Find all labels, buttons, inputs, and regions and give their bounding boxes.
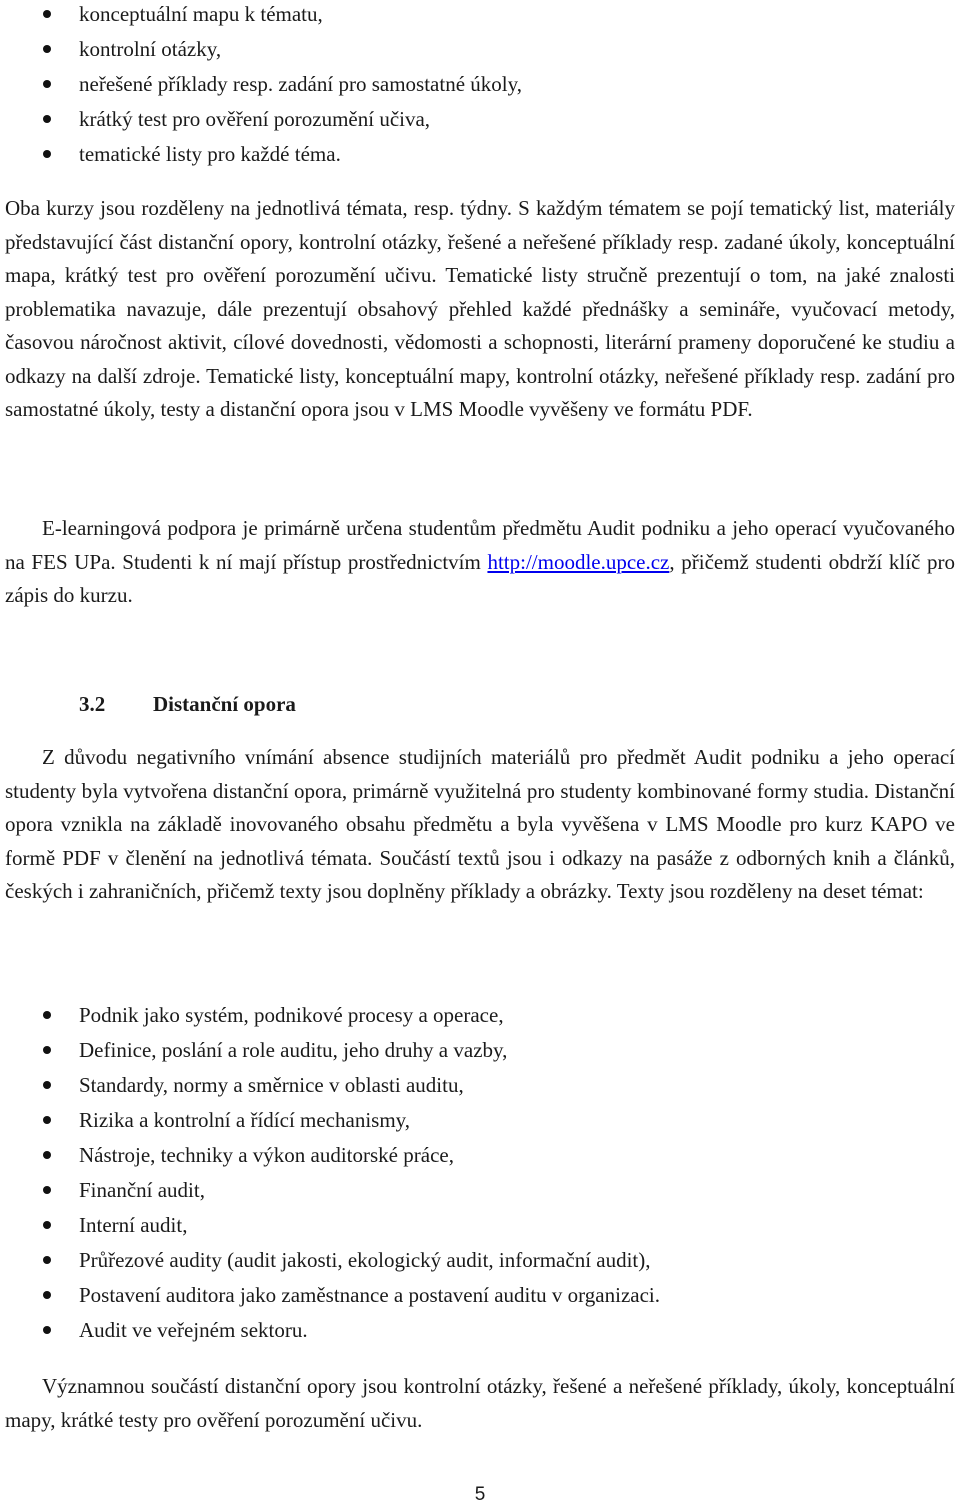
list-item [0, 1141, 950, 1176]
moodle-link[interactable]: http://moodle.upce.cz [487, 549, 670, 574]
bullet-icon [43, 1291, 51, 1299]
paragraph-summary-text: Významnou součástí distanční opory jsou kontrolní otázky, řešené a neřešené příklady, úkoly, konceptuální mapy, krátké testy pro ověření porozumění učivu. [5, 1374, 955, 1432]
bullet-icon [43, 1046, 51, 1054]
list-item [0, 1211, 950, 1246]
list-item-text: neřešené příklady resp. zadání pro samostatné úkoly, [79, 72, 522, 96]
bullet-icon [43, 10, 51, 18]
list-item-text: Průřezové audity (audit jakosti, ekologický audit, informační audit), [79, 1248, 651, 1272]
list-item-text: Finanční audit, [79, 1178, 205, 1202]
bullet-icon [43, 1186, 51, 1194]
paragraph-elearning [5, 512, 955, 613]
list-item [0, 1176, 950, 1211]
list-item [0, 140, 950, 175]
section-number: 3.2 [79, 692, 106, 716]
bullet-icon [43, 1151, 51, 1159]
list-item [0, 1316, 950, 1351]
list-item-text: Postavení auditora jako zaměstnance a postavení auditu v organizaci. [79, 1283, 660, 1307]
paragraph-elearning-text: E-learningová podpora je primárně určena studentům předmětu Audit podniku a jeho operací vyučovaného na FES UPa. Studenti k ní mají přístup prostřednictvím [5, 516, 955, 574]
list-item [0, 1281, 950, 1316]
bullet-icon [43, 1081, 51, 1089]
paragraph-distance-support-text: Z důvodu negativního vnímání absence studijních materiálů pro předmět Audit podniku a jeho operací studenty byla vytvořena distanční opora, primárně využitelná pro studenty kombinované formy studia. Distanční opora vznikla na základě inovovaného obsahu předmětu a byla vyvěšena v LMS Moodle pro kurz KAPO ve formě PDF v členění na jednotlivá témata. Součástí textů jsou i odkazy na pasáže z odborných knih a článků, českých i zahraničních, přičemž texty jsou doplněny příklady a obrázky. Texty jsou rozděleny na deset témat: [5, 745, 955, 903]
list-item-text: kontrolní otázky, [79, 37, 222, 61]
list-item-text: Definice, poslání a role auditu, jeho druhy a vazby, [79, 1038, 508, 1062]
bullet-icon [43, 1116, 51, 1124]
list-item [0, 105, 950, 140]
top-bullet-list [0, 0, 950, 175]
list-item [0, 1001, 950, 1036]
bullet-icon [43, 45, 51, 53]
list-item-text: konceptuální mapu k tématu, [79, 2, 323, 26]
page-number: 5 [474, 1484, 486, 1505]
bullet-icon [43, 80, 51, 88]
list-item [0, 70, 950, 105]
paragraph-summary [5, 1370, 955, 1437]
list-item-text: Audit ve veřejném sektoru. [79, 1318, 308, 1342]
bullet-icon [43, 1326, 51, 1334]
list-item [0, 0, 950, 35]
list-item-text: Interní audit, [79, 1213, 188, 1237]
list-item-text: Rizika a kontrolní a řídící mechanismy, [79, 1108, 411, 1132]
section-title: Distanční opora [153, 692, 296, 716]
list-item [0, 1036, 950, 1071]
list-item [0, 1071, 950, 1106]
topics-bullet-list [0, 1001, 950, 1351]
list-item [0, 1106, 950, 1141]
section-heading [79, 688, 296, 720]
paragraph-courses: Oba kurzy jsou rozděleny na jednotlivá témata, resp. týdny. S každým tématem se pojí tematický list, materiály představující část distanční opory, kontrolní otázky, řešené a neřešené příklady resp. zadané úkoly, konceptuální mapa, krátký test pro ověření porozumění učivu. Tematické listy stručně prezentují o tom, na jaké znalosti problematika navazuje, dále prezentují obsahový přehled každé přednášky a semináře, vyučovací metody, časovou náročnost aktivit, cílové dovednosti, vědomosti a schopnosti, literární prameny doporučené ke studiu a odkazy na další zdroje. Tematické listy, konceptuální mapy, kontrolní otázky, neřešené příklady resp. zadání pro samostatné úkoly, testy a distanční opora jsou v LMS Moodle vyvěšeny ve formátu PDF. [5, 196, 955, 421]
list-item-text: krátký test pro ověření porozumění učiva, [79, 107, 431, 131]
list-item-text: Nástroje, techniky a výkon auditorské práce, [79, 1143, 454, 1167]
list-item-text: Standardy, normy a směrnice v oblasti auditu, [79, 1073, 464, 1097]
paragraph-elearning-tail: , přičemž studenti obdrží klíč pro zápis do kurzu. [5, 549, 955, 607]
list-item [0, 35, 950, 70]
paragraph-distance-support [5, 741, 955, 909]
bullet-icon [43, 1011, 51, 1019]
bullet-icon [43, 115, 51, 123]
bullet-icon [43, 1256, 51, 1264]
list-item [0, 1246, 950, 1281]
list-item-text: tematické listy pro každé téma. [79, 142, 341, 166]
bullet-icon [43, 1221, 51, 1229]
bullet-icon [43, 150, 51, 158]
list-item-text: Podnik jako systém, podnikové procesy a operace, [79, 1003, 504, 1027]
